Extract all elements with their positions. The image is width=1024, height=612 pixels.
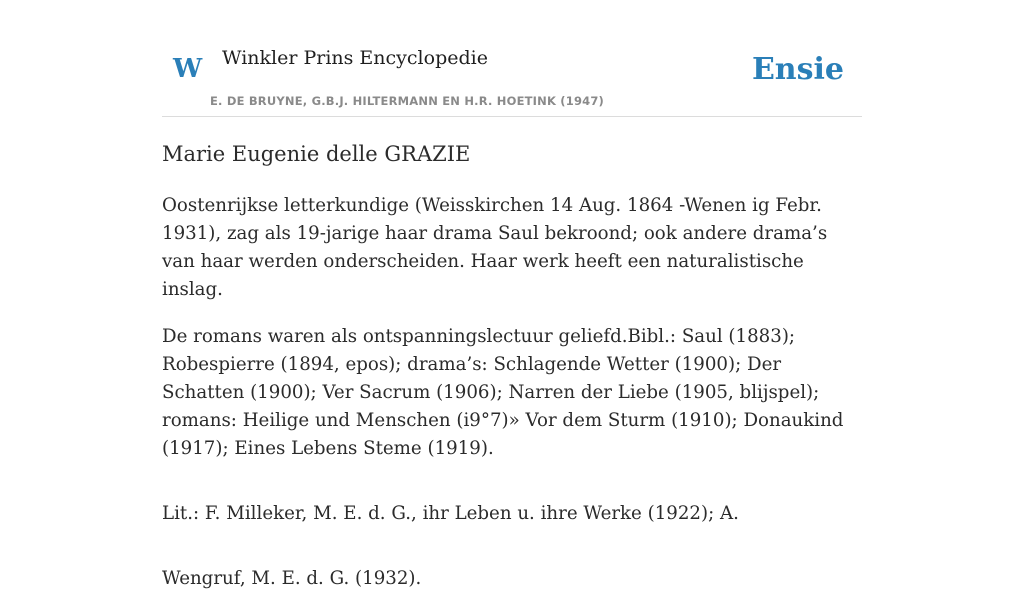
site-header — [162, 0, 862, 117]
article-paragraph: Lit.: F. Milleker, M. E. d. G., ihr Leben u. ihre Werke (1922); A. — [162, 503, 739, 524]
site-title[interactable]: Winkler Prins Encyclopedie — [222, 47, 488, 69]
page — [162, 0, 862, 589]
article-paragraph: De romans waren als ontspanningslectuur geliefd.Bibl.: Saul (1883); Robespierre (1894, epos); drama’s: Schlagende Wetter (1900); Der Schatten (1900); Ver Sacrum (1906); Narren der Liebe (1905, blijspel); romans: Heilige und Menschen (i9°7)» Vor dem Sturm (1910); Donaukind (1917); Eines Lebens Steme (1919). — [162, 326, 844, 459]
article-paragraph: Wengruf, M. E. d. G. (1932). — [162, 568, 422, 589]
site-subtitle: E. DE BRUYNE, G.B.J. HILTERMANN EN H.R. HOETINK (1947) — [210, 94, 605, 108]
article-body — [162, 192, 862, 612]
site-logo[interactable]: W — [173, 54, 203, 84]
article-paragraph: Oostenrijkse letterkundige (Weisskirchen 14 Aug. 1864 -Wenen ig Febr. 1931), zag als 19-jarige haar drama Saul bekroond; ook andere drama’s van haar werden onderscheiden. Haar werk heeft een naturalistische inslag. — [162, 195, 828, 300]
brand-logo-link[interactable]: Ensie — [751, 52, 844, 87]
article-title: Marie Eugenie delle GRAZIE — [162, 142, 471, 166]
